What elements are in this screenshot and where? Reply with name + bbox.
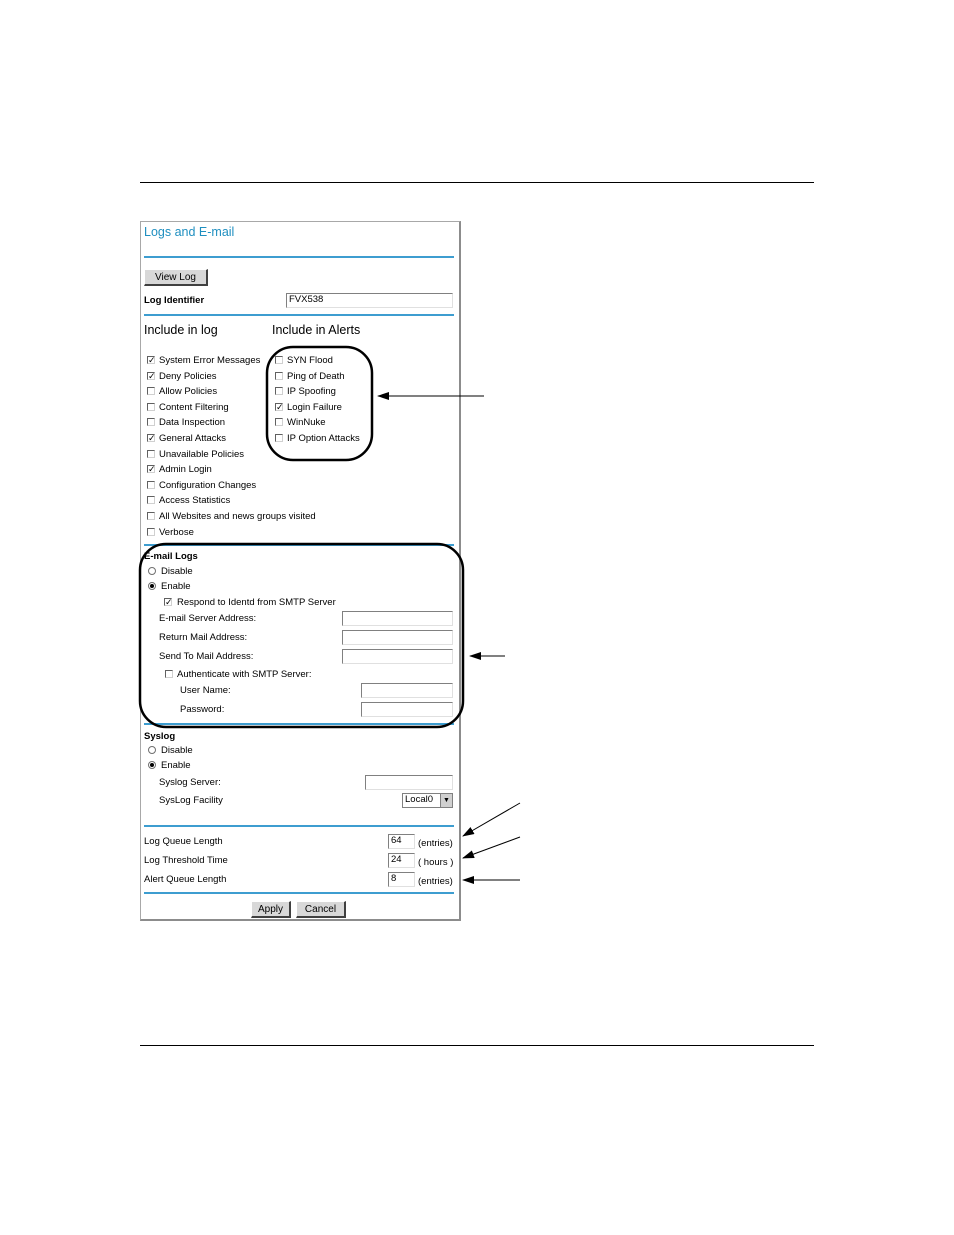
log-identifier-label: Log Identifier xyxy=(144,295,205,306)
syslog-enable-radio[interactable] xyxy=(148,761,156,769)
view-log-button[interactable]: View Log xyxy=(144,269,208,286)
include-in-alerts-item-checkbox[interactable] xyxy=(275,418,283,426)
authenticate-smtp-checkbox[interactable] xyxy=(165,670,173,678)
syslog-facility-value: Local0 xyxy=(405,794,433,805)
email-disable-radio[interactable] xyxy=(148,567,156,575)
include-in-alerts-item-label: Ping of Death xyxy=(287,370,345,382)
authenticate-smtp-label: Authenticate with SMTP Server: xyxy=(177,669,312,680)
include-in-log-item-label: System Error Messages xyxy=(159,355,261,366)
include-in-log-item-label: Content Filtering xyxy=(159,401,229,413)
include-in-log-item-label: Configuration Changes xyxy=(159,479,257,491)
log-queue-callout-arrow xyxy=(463,803,520,836)
syslog-heading: Syslog xyxy=(144,731,176,742)
include-in-alerts-item-label: IP Option Attacks xyxy=(287,433,360,444)
include-in-log-item-checkbox[interactable] xyxy=(147,403,155,411)
return-mail-address-label: Return Mail Address: xyxy=(159,632,248,643)
syslog-disable-label: Disable xyxy=(161,745,193,756)
alert-queue-length-label: Alert Queue Length xyxy=(144,874,227,885)
email-logs-heading: E-mail Logs xyxy=(144,551,198,562)
email-disable-label: Disable xyxy=(161,566,193,577)
include-in-alerts-item-label: Login Failure xyxy=(287,401,342,413)
top-rule xyxy=(140,182,814,183)
include-in-alerts-item-label: WinNuke xyxy=(287,417,326,429)
send-to-mail-address-input[interactable] xyxy=(342,649,453,664)
include-in-log-heading: Include in log xyxy=(144,323,218,337)
syslog-facility-label: SysLog Facility xyxy=(159,795,223,806)
include-in-log-item-label: General Attacks xyxy=(159,433,227,444)
syslog-server-label: Syslog Server: xyxy=(159,777,221,788)
include-in-alerts-item-checkbox[interactable] xyxy=(275,387,283,395)
alert-queue-length-unit: (entries) xyxy=(418,876,453,887)
email-server-address-label: E-mail Server Address: xyxy=(159,613,257,624)
email-enable-radio[interactable] xyxy=(148,582,156,590)
include-in-log-item-checkbox[interactable] xyxy=(147,528,155,536)
include-in-log-item-checkbox[interactable] xyxy=(147,496,155,504)
identifier-separator xyxy=(144,314,454,316)
include-in-alerts-item-checkbox[interactable]: ✓ xyxy=(276,401,284,412)
title-separator xyxy=(144,256,454,258)
include-in-log-item-label: All Websites and news groups visited xyxy=(159,511,316,522)
alerts-separator xyxy=(144,544,454,546)
email-separator xyxy=(144,723,454,725)
password-input[interactable] xyxy=(361,702,453,717)
bottom-rule xyxy=(140,1045,814,1046)
alert-queue-length-input[interactable]: 8 xyxy=(388,872,415,887)
syslog-facility-select[interactable] xyxy=(402,793,453,808)
chevron-down-icon[interactable]: ▼ xyxy=(440,794,452,807)
threshold-callout-arrow xyxy=(463,837,520,858)
user-name-label: User Name: xyxy=(180,685,231,696)
return-mail-address-input[interactable] xyxy=(342,630,453,645)
respond-identd-label: Respond to Identd from SMTP Server xyxy=(177,597,336,608)
queue-separator xyxy=(144,892,454,894)
include-in-alerts-item-checkbox[interactable] xyxy=(275,372,283,380)
syslog-server-input[interactable] xyxy=(365,775,453,790)
include-in-log-item-label: Verbose xyxy=(159,526,194,538)
page-title: Logs and E-mail xyxy=(144,225,235,239)
user-name-input[interactable] xyxy=(361,683,453,698)
syslog-disable-radio[interactable] xyxy=(148,746,156,754)
include-in-alerts-item-checkbox[interactable] xyxy=(275,434,283,442)
include-in-log-item-label: Allow Policies xyxy=(159,386,218,398)
email-server-address-input[interactable] xyxy=(342,611,453,626)
include-in-alerts-heading: Include in Alerts xyxy=(272,323,361,337)
log-threshold-time-label: Log Threshold Time xyxy=(144,855,228,866)
include-in-log-item-label: Unavailable Policies xyxy=(159,448,245,460)
email-enable-label: Enable xyxy=(161,581,191,592)
syslog-separator xyxy=(144,825,454,827)
log-queue-length-input[interactable]: 64 xyxy=(388,834,415,849)
include-in-log-item-label: Deny Policies xyxy=(159,370,217,382)
respond-identd-checkbox[interactable]: ✓ xyxy=(165,597,173,607)
include-in-log-item-checkbox[interactable] xyxy=(147,418,155,426)
include-in-alerts-item-label: SYN Flood xyxy=(287,355,333,366)
log-queue-length-unit: (entries) xyxy=(418,838,453,849)
include-in-log-item-label: Data Inspection xyxy=(159,417,226,429)
send-to-mail-address-label: Send To Mail Address: xyxy=(159,651,254,662)
log-identifier-input[interactable]: FVX538 xyxy=(286,293,453,308)
include-in-log-item-checkbox[interactable]: ✓ xyxy=(148,433,156,443)
include-in-log-item-checkbox[interactable] xyxy=(147,512,155,520)
syslog-enable-label: Enable xyxy=(161,760,191,771)
include-in-log-item-checkbox[interactable] xyxy=(147,481,155,489)
log-queue-length-label: Log Queue Length xyxy=(144,836,223,847)
include-in-log-item-checkbox[interactable]: ✓ xyxy=(148,355,156,365)
password-label: Password: xyxy=(180,704,225,715)
include-in-log-item-checkbox[interactable]: ✓ xyxy=(148,464,156,475)
include-in-log-item-label: Admin Login xyxy=(159,464,212,476)
include-in-log-item-checkbox[interactable] xyxy=(147,450,155,458)
include-in-alerts-item-checkbox[interactable] xyxy=(275,356,283,364)
include-in-log-item-checkbox[interactable] xyxy=(147,387,155,395)
include-in-log-item-label: Access Statistics xyxy=(159,495,231,507)
log-threshold-time-unit: ( hours ) xyxy=(418,857,454,868)
include-in-log-item-checkbox[interactable]: ✓ xyxy=(148,370,156,381)
cancel-button[interactable]: Cancel xyxy=(296,901,346,918)
apply-button[interactable]: Apply xyxy=(251,901,291,918)
logs-email-panel xyxy=(140,221,461,921)
log-threshold-time-input[interactable]: 24 xyxy=(388,853,415,868)
include-in-alerts-item-label: IP Spoofing xyxy=(287,386,336,398)
